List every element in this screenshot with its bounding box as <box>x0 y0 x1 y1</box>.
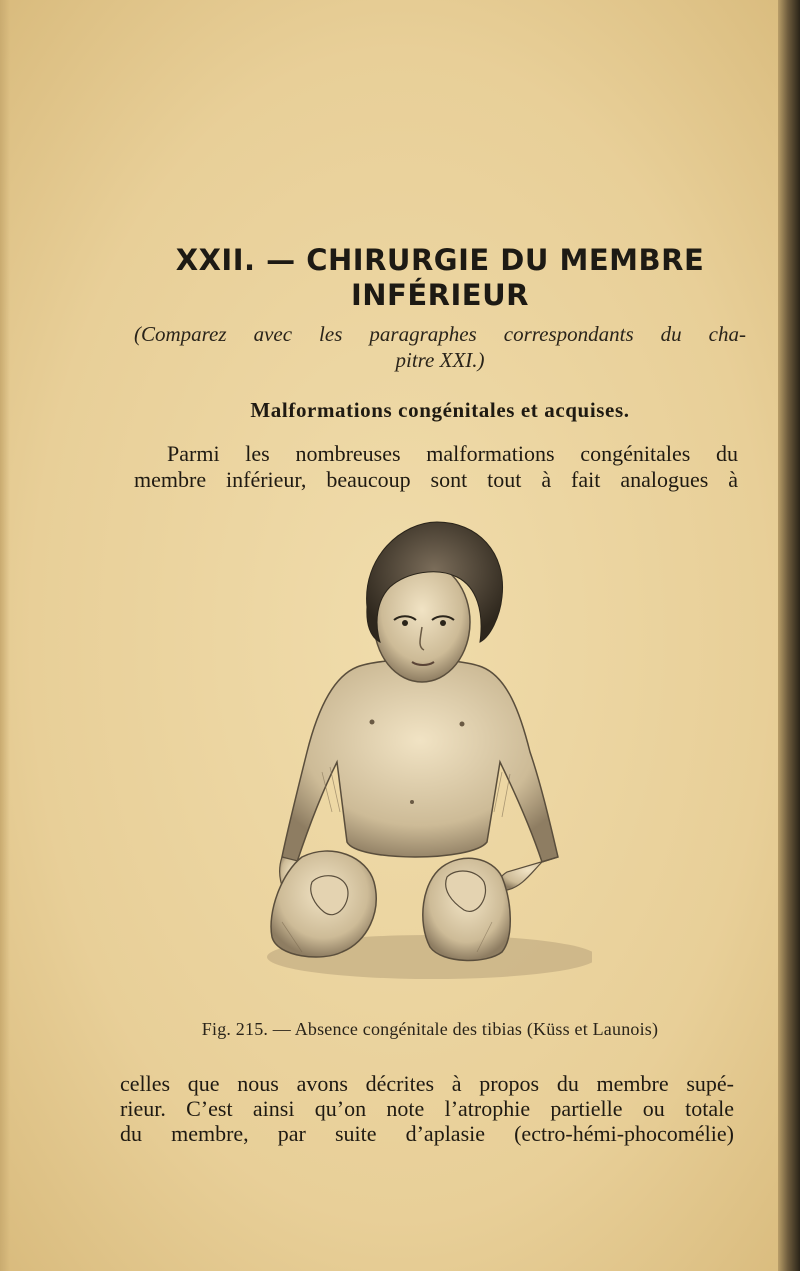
chapter-subtitle-line2: pitre XXI.) <box>395 348 485 372</box>
page-left-shadow <box>0 0 10 1271</box>
torso <box>282 660 558 863</box>
right-hand <box>498 857 558 890</box>
paragraph-bottom-line3: du membre, par suite d’aplasie (ectro-hémi-phocomélie) <box>120 1121 734 1146</box>
page-binding-edge <box>778 0 800 1271</box>
section-heading: Malformations congénitales et acquises. <box>250 398 630 422</box>
paragraph-bottom-line1: celles que nous avons décrites à propos du membre supé- <box>120 1071 734 1096</box>
child-engraving <box>262 512 592 1002</box>
paragraph-bottom-line2: rieur. C’est ainsi qu’on note l’atrophie partielle ou totale <box>120 1096 734 1121</box>
figure-caption <box>120 1019 740 1040</box>
chapter-subtitle-line1: (Comparez avec les paragraphes correspondants du cha- <box>134 322 746 346</box>
paragraph-top-line1: Parmi les nombreuses malformations congénitales du <box>167 441 738 466</box>
chapter-title-line1: XXII. — CHIRURGIE DU MEMBRE <box>175 243 705 277</box>
chapter-title-line2: INFÉRIEUR <box>351 278 529 312</box>
figure-label: Fig. 215. <box>201 1019 269 1039</box>
figure-caption-text: — Absence congénitale des tibias (Küss et Launois) <box>268 1019 659 1039</box>
figure-illustration <box>262 512 592 1002</box>
paragraph-top-line2: membre inférieur, beaucoup sont tout à fait analogues à <box>134 467 738 492</box>
